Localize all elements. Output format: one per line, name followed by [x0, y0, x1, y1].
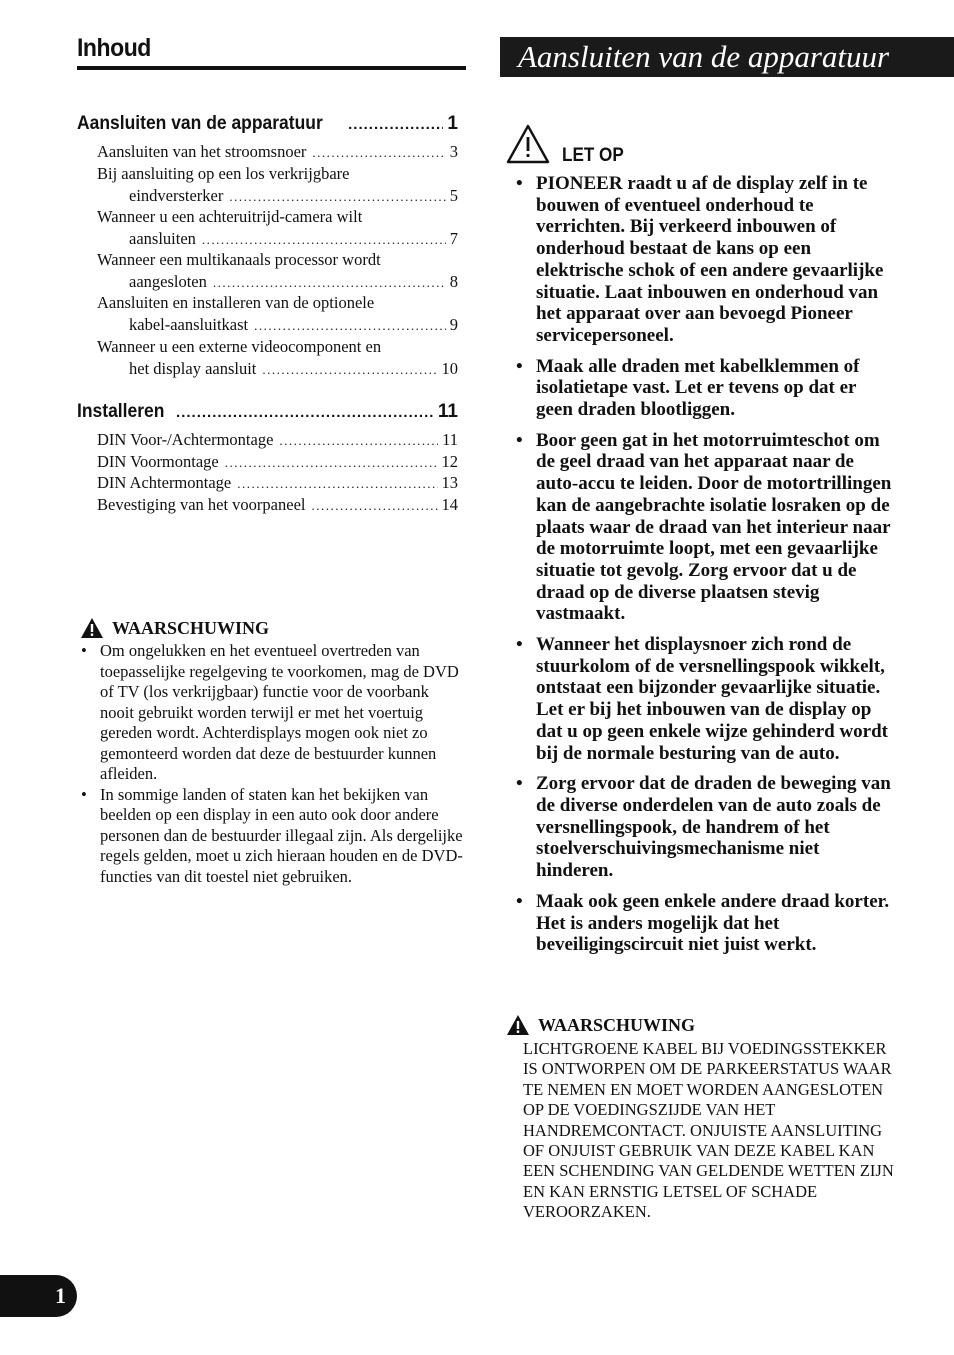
toc-entry-title: Aansluiten van het stroomsnoer: [97, 142, 307, 161]
toc-entry[interactable]: [97, 429, 458, 452]
caution-bullet: • Zorg ervoor dat de draden de beweging van de diverse onderdelen van de auto zoals de versnellingspook, de handrem of het stoelverschuivingsmechanisme niet hinderen.: [515, 773, 895, 882]
toc-entry-title: Aansluiten en installeren van de optionele: [97, 293, 375, 312]
toc-entry[interactable]: [97, 292, 458, 336]
toc-leader: [262, 359, 437, 381]
caution-list: [515, 173, 895, 965]
toc-leader: [213, 272, 446, 294]
toc-entry-title: Bij aansluiting op een los verkrijgbare: [97, 164, 350, 183]
toc-entry-title: Wanneer u een achteruitrijd-camera wilt: [97, 207, 363, 226]
toc-leader: [202, 229, 446, 251]
caution-label: LET OP: [562, 145, 624, 166]
toc-entry[interactable]: [97, 451, 458, 474]
toc-section-installeren[interactable]: [77, 401, 458, 423]
warning-triangle-icon: [506, 1014, 530, 1036]
toc-entry-page: 8: [449, 271, 458, 291]
toc-entry-page: 14: [441, 495, 458, 514]
toc-section-page: 1: [447, 113, 458, 134]
warning-title: [80, 617, 465, 639]
toc-entry-title: DIN Voor-/Achtermontage: [97, 430, 274, 449]
warning-body: LICHTGROENE KABEL BIJ VOEDINGSSTEKKER IS ONTWORPEN OM DE PARKEERSTATUS WAAR TE NEMEN EN MOET WORDEN AANGESLOTEN OP DE VOEDINGSZIJDE VAN HET HANDREMCONTACT. ONJUISTE AANSLUITING OF ONJUIST GEBRUIK VAN DEZE KABEL KAN EEN SCHENDING VAN GELDENDE WETTEN ZIJN EN KAN ERNSTIG LETSEL OF SCHADE VEROORZAKEN.: [523, 1039, 894, 1222]
page-number: 1: [55, 1283, 66, 1308]
warning-title-text: WAARSCHUWING: [538, 1014, 696, 1035]
toc-leader: [311, 495, 437, 517]
warning-title-text: WAARSCHUWING: [112, 617, 270, 638]
toc-entry[interactable]: [97, 472, 458, 495]
toc-leader: [229, 186, 445, 208]
toc-entry-page: 10: [441, 358, 458, 378]
toc-entry-title: DIN Achtermontage: [97, 473, 232, 492]
page-number-badge: [0, 1275, 77, 1317]
toc-entry-title: Bevestiging van het voorpaneel: [97, 495, 306, 514]
warning-bullet: • In sommige landen of staten kan het bekijken van beelden op een display in een auto ook door andere personen dan de bestuurder illegaal zijn. Als dergelijke regels gelden, moet u zich hieraan houden en de DVD-functies van dit toestel niet gebruiken.: [80, 785, 465, 888]
toc-entry[interactable]: [97, 249, 458, 293]
toc-section-page: 11: [437, 401, 458, 422]
toc-leader: [176, 404, 434, 421]
toc-leader: [237, 473, 437, 495]
warning-triangle-icon: [80, 617, 104, 639]
warning-bullet: • Om ongelukken en het eventueel overtreden van toepasselijke regelgeving te voorkomen, mag de DVD of TV (los verkrijgbaar) functie voor de voorbank nooit gebruikt worden terwijl er met het voertuig gereden wordt. Achterdisplays mogen ook niet zo gemonteerd worden dat deze de bestuurder kunnen afleiden.: [80, 641, 465, 785]
toc-entry-title-cont: eindversterker: [129, 185, 224, 205]
toc-entry[interactable]: [97, 206, 458, 250]
caution-heading: [506, 124, 631, 164]
toc-heading: Inhoud: [77, 34, 151, 62]
toc-entry-page: 3: [449, 142, 458, 161]
caution-bullet: • Maak ook geen enkele andere draad korter. Het is anders mogelijk dat het beveiligingscircuit niet juist werkt.: [515, 891, 895, 956]
toc-leader: [254, 315, 446, 337]
caution-bullet: • Maak alle draden met kabelklemmen of isolatietape vast. Let er tevens op dat er geen draden blootliggen.: [515, 356, 895, 421]
toc-entry-title-cont: aangesloten: [129, 271, 207, 291]
toc-leader: [312, 142, 445, 164]
toc-entry-title: DIN Voormontage: [97, 452, 219, 471]
toc-leader: [225, 452, 438, 474]
section-banner-title: Aansluiten van de apparatuur: [518, 39, 890, 74]
toc-entry-page: 7: [449, 228, 458, 248]
warning-box-left: [80, 617, 465, 887]
toc-section-aansluiten[interactable]: [77, 113, 458, 135]
toc-entry[interactable]: [97, 163, 458, 207]
toc-entry-page: 11: [442, 430, 458, 449]
toc-entry-title-cont: aansluiten: [129, 228, 196, 248]
toc-entry-title: Wanneer een multikanaals processor wordt: [97, 250, 381, 269]
toc-entry-title-cont: het display aansluit: [129, 358, 257, 378]
toc-entry-page: 5: [449, 185, 458, 205]
section-banner: [500, 37, 954, 77]
toc-entry-page: 12: [441, 452, 458, 471]
toc-section-title: Aansluiten van de apparatuur: [77, 113, 323, 134]
toc-entry-page: 9: [449, 314, 458, 334]
toc-entry[interactable]: [97, 141, 458, 164]
warning-title: [506, 1014, 896, 1036]
toc-entry-title: Wanneer u een externe videocomponent en: [97, 337, 382, 356]
caution-bullet: • Wanneer het displaysnoer zich rond de stuurkolom of de versnellingspook wikkelt, ontstaat een bijzonder gevaarlijke situatie. Let er bij het inbouwen van de display op dat u op geen enkele wijze gehinderd wordt bij de normale besturing van de auto.: [515, 634, 895, 764]
toc-entry[interactable]: [97, 336, 458, 380]
caution-triangle-icon: [506, 124, 550, 164]
toc-entry-title-cont: kabel-aansluitkast: [129, 314, 249, 334]
toc-divider: [77, 66, 466, 70]
toc-entry[interactable]: [97, 494, 458, 517]
toc-section-title: Installeren: [77, 401, 165, 422]
toc-leader: [348, 116, 443, 133]
caution-bullet: • Boor geen gat in het motorruimteschot om de geel draad van het apparaat naar de auto-accu te leiden. Door de motortrillingen kan de aangebrachte isolatie losraken op de plaats waar de draad van het interieur naar de motorruimte loopt, met een gevaarlijke situatie tot gevolg. Zorg ervoor dat u de draad op de diverse plaatsen stevig vastmaakt.: [515, 430, 895, 625]
toc-leader: [279, 430, 438, 452]
warning-box-right: [506, 1014, 896, 1223]
caution-bullet: • PIONEER raadt u af de display zelf in te bouwen of eventueel onderhoud te verrichten. Bij verkeerd inbouwen of onderhoud bestaat de kans op een elektrische schok of een andere gevaarlijke situatie. Laat inbouwen en onderhoud van het apparaat over aan bevoegd Pioneer servicepersoneel.: [515, 173, 895, 347]
toc-entry-page: 13: [441, 473, 458, 492]
